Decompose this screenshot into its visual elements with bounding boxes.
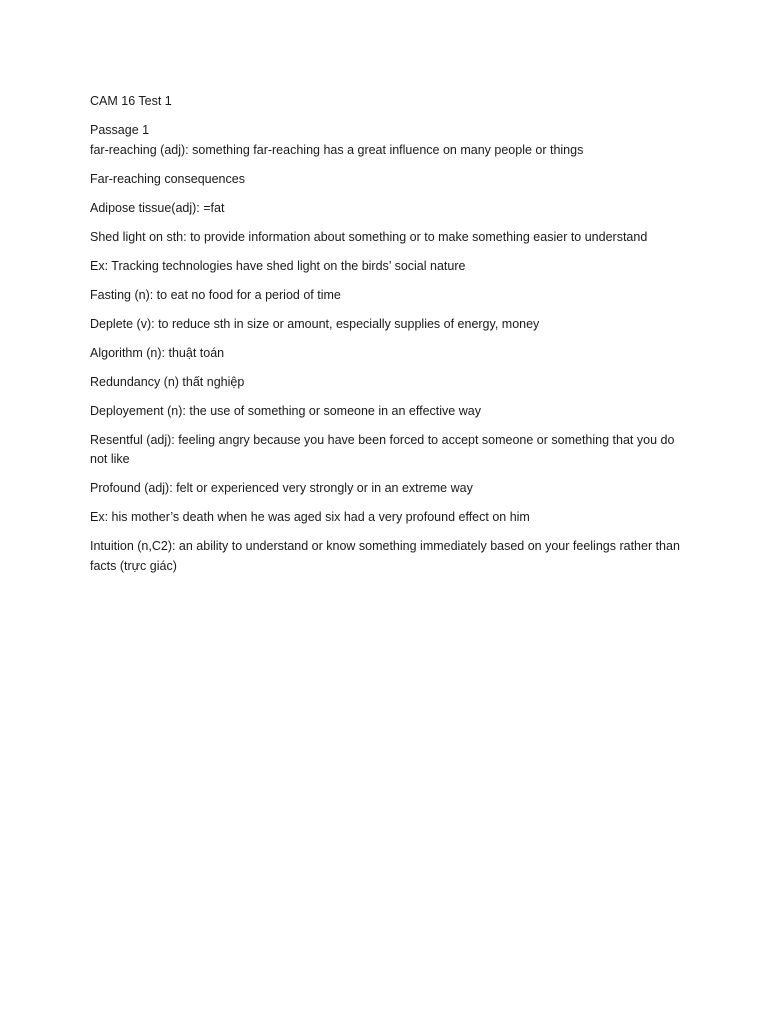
vocab-entry-far-reaching: far-reaching (adj): something far-reaching has a great influence on many people or things: [90, 142, 584, 157]
vocab-entry-shed-light: Shed light on sth: to provide information about something or to make something easier to understand: [90, 229, 648, 244]
vocab-entry-deployement: Deployement (n): the use of something or someone in an effective way: [90, 403, 481, 418]
vocab-entry-resentful: Resentful (adj): feeling angry because you have been forced to accept someone or something that you do not like: [90, 432, 675, 466]
vocab-entry-fasting: Fasting (n): to eat no food for a period of time: [90, 287, 341, 302]
vocab-entry-shed-light-example: Ex: Tracking technologies have shed light on the birds’ social nature: [90, 258, 466, 273]
vocab-entry-deplete: Deplete (v): to reduce sth in size or amount, especially supplies of energy, money: [90, 316, 540, 331]
vocab-entry-profound: Profound (adj): felt or experienced very strongly or in an extreme way: [90, 481, 473, 495]
vocab-entry-far-reaching-example: Far-reaching consequences: [90, 171, 245, 186]
vocab-entry-adipose: Adipose tissue(adj): =fat: [90, 200, 225, 215]
vocab-entry-redundancy: Redundancy (n) thất nghiệp: [90, 374, 245, 389]
section-heading: Passage 1: [90, 123, 150, 137]
document-page: [90, 92, 690, 586]
vocab-entry-algorithm: Algorithm (n): thuật toán: [90, 345, 225, 360]
vocab-entry-intuition: Intuition (n,C2): an ability to understand or know something immediately based on your feelings rather than facts (trực giác): [90, 539, 680, 573]
vocab-entry-profound-example: Ex: his mother’s death when he was aged six had a very profound effect on him: [90, 510, 530, 524]
document-title: CAM 16 Test 1: [90, 94, 172, 108]
